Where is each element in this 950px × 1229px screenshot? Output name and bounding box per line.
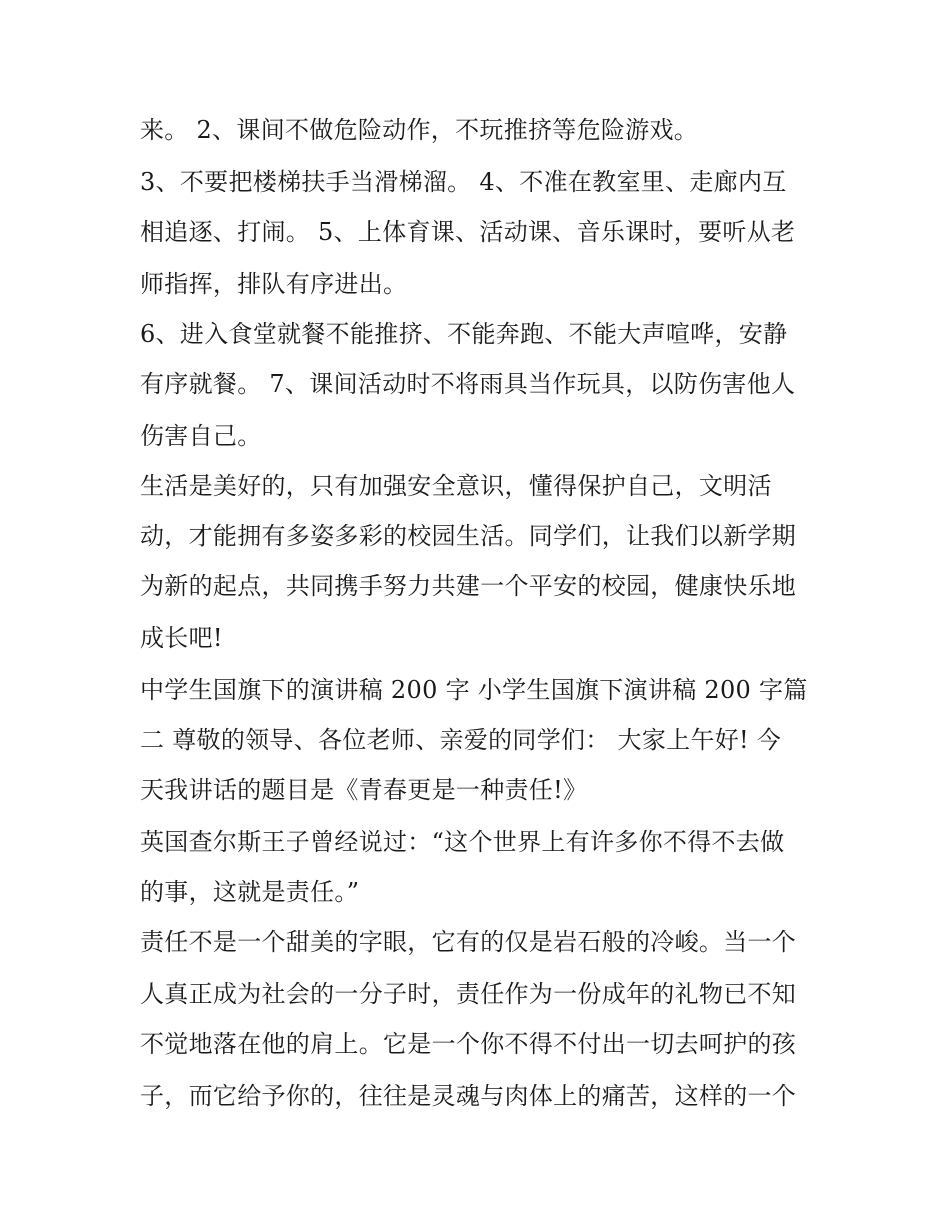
text-line: 动，才能拥有多姿多彩的校园生活。同学们，让我们以新学期 — [140, 522, 797, 550]
text-line: 6、进入食堂就餐不能推挤、不能奔跑、不能大声喧哗，安静 — [140, 320, 788, 348]
text-line: 相追逐、打闹。 5、上体育课、活动课、音乐课时，要听从老 — [140, 218, 796, 246]
text-line: 为新的起点，共同携手努力共建一个平安的校园，健康快乐地 — [140, 572, 797, 600]
text-line: 3、不要把楼梯扶手当滑梯溜。 4、不准在教室里、走廊内互 — [140, 168, 787, 196]
text-line: 来。 2、课间不做危险动作，不玩推挤等危险游戏。 — [140, 116, 699, 144]
text-line: 英国查尔斯王子曾经说过：“这个世界上有许多你不得不去做 — [140, 828, 785, 856]
text-line: 师指挥，排队有序进出。 — [140, 270, 408, 298]
text-line: 的事，这就是责任。” — [140, 878, 360, 906]
text-line: 生活是美好的，只有加强安全意识，懂得保护自己，文明活 — [140, 472, 772, 500]
text-line: 二 尊敬的领导、各位老师、亲爱的同学们： 大家上午好! 今 — [140, 726, 782, 754]
text-line: 天我讲话的题目是《青春更是一种责任!》 — [140, 776, 588, 804]
text-line: 责任不是一个甜美的字眼，它有的仅是岩石般的冷峻。当一个 — [140, 928, 797, 956]
text-line: 不觉地落在他的肩上。它是一个你不得不付出一切去呵护的孩 — [140, 1030, 797, 1058]
text-line: 子，而它给予你的，往往是灵魂与肉体上的痛苦，这样的一个 — [140, 1082, 797, 1110]
text-line: 中学生国旗下的演讲稿 200 字 小学生国旗下演讲稿 200 字篇 — [140, 676, 808, 704]
text-line: 伤害自己。 — [140, 422, 262, 450]
text-line: 有序就餐。 7、课间活动时不将雨具当作玩具，以防伤害他人 — [140, 370, 796, 398]
text-line: 人真正成为社会的一分子时，责任作为一份成年的礼物已不知 — [140, 980, 797, 1008]
text-line: 成长吧! — [140, 624, 223, 652]
